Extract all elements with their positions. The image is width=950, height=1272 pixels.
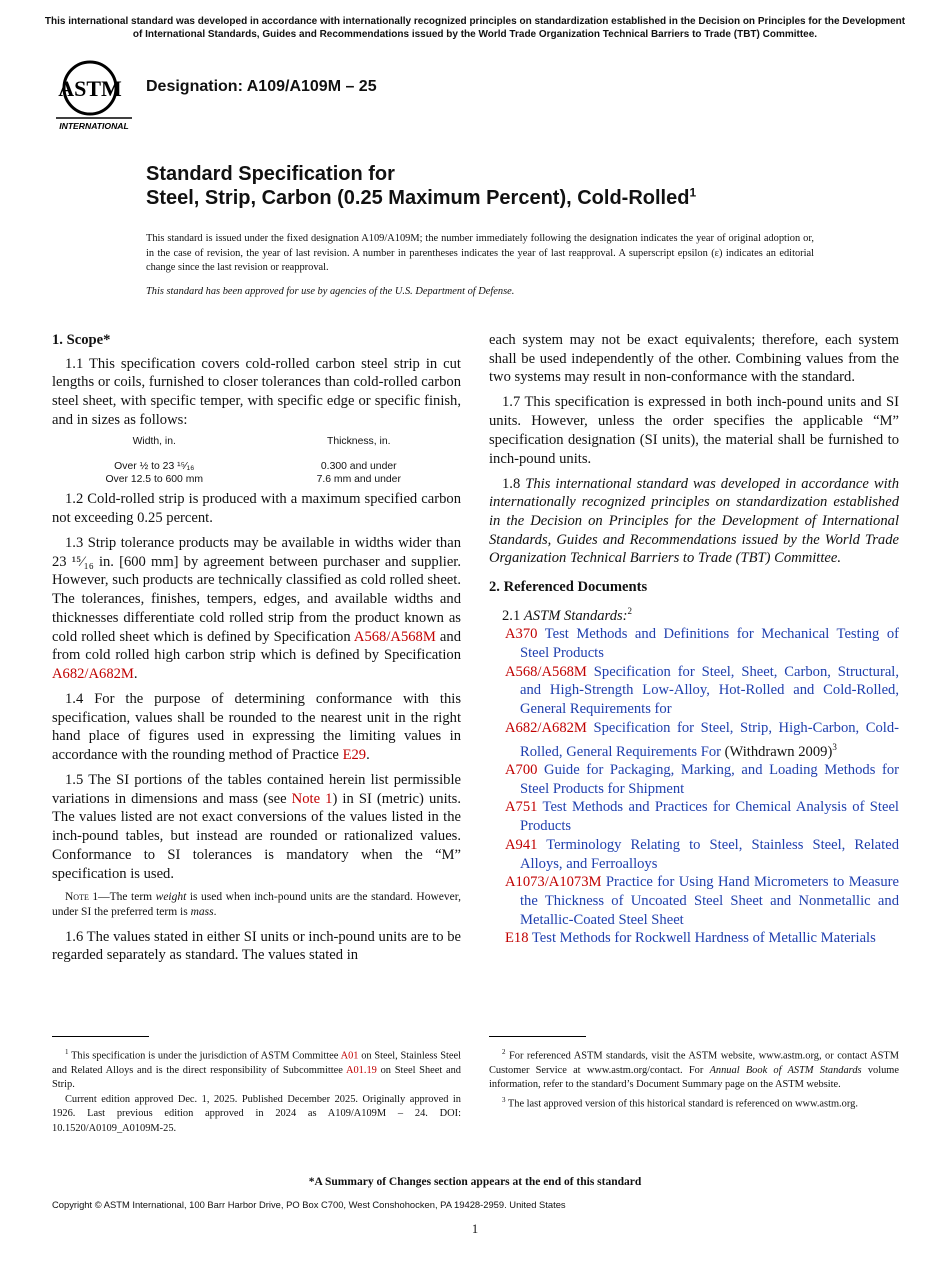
para-1-8-number: 1.8 [502,475,526,492]
title-line-1: Standard Specification for [146,163,395,185]
reference-title[interactable]: Specification for Steel, Sheet, Carbon, Structural, and High-Strength Low-Alloy, Hot-Rolled and Cold-Rolled, General Requirements for [520,663,899,718]
para-1-8-text: This international standard was developed in accordance with internationally recognized principles on standardization established in the Decision on Principles for the Development of International Standards, Guides and Recommendations issued by the World Trade Organization Technical Barriers to Trade (TBT) Committee. [489,475,900,567]
footnote-2-book-title: Annual Book of ASTM Standards [709,1064,862,1076]
reference-code[interactable]: A370 [505,626,538,643]
para-1-6-continued: each system may not be exact equivalents; therefore, each system shall be used independently of the other. Combining values from the two systems may result in non-conformance with the standard. [489,332,899,386]
para-1-4-text: . [366,747,370,764]
reference-title[interactable]: Test Methods and Definitions for Mechanical Testing of Steel Products [520,626,899,661]
reference-item[interactable] [489,663,899,719]
para-1-7: 1.7 This specification is expressed in both inch-pound units and SI units. However, unless the order specifies the applicable “M” specification designation (SI units), the material shall be furnished to inch-pound units. [489,394,899,467]
document-title [146,162,906,210]
note-1 [52,890,461,920]
link-note-1[interactable]: Note 1 [291,790,333,807]
reference-suffix: (Withdrawn 2009) [721,743,833,760]
reference-list [489,625,899,948]
left-column [52,331,461,971]
reference-item[interactable] [489,719,899,761]
reference-code[interactable]: A941 [505,836,538,853]
astm-logo-icon [52,58,136,132]
para-1-5-text: 1.5 The SI portions of the tables contained herein list permissible variations in dimensions and mass (see [52,772,461,807]
para-1-3-text: 1.3 Strip tolerance products may be available in widths wider than 23 ¹⁵⁄₁₆ in. [600 mm] by agreement between purchaser and supplier. However, such products are technically classified as cold rolled sheet. The tolerances, finishes, tempers, edges, and available widths and thicknesses differentiate cold rolled strip from the product known as cold rolled sheet which is defined by Specification [52,535,461,645]
size-table-header-width: Width, in. [132,435,176,447]
size-table-cell: Over ½ to 23 ¹⁵⁄₁₆ [114,461,195,473]
approval-note: This standard has been approved for use by agencies of the U.S. Department of Defense. [146,286,515,297]
reference-code[interactable]: A751 [505,799,538,816]
size-table-cell: 0.300 and under [320,461,397,473]
reference-code[interactable]: A682/A682M [505,719,587,736]
note-1-text: is used when inch-pound units are the standard. However, under SI the preferred term is [52,890,461,918]
link-a682[interactable]: A682/A682M [52,665,134,682]
copyright: Copyright © ASTM International, 100 Barr Harbor Drive, PO Box C700, West Conshohocken, PA 19428-2959. United States [52,1199,566,1210]
footnote-1-mark: 1 [65,1048,69,1056]
link-e29[interactable]: E29 [342,747,367,764]
footnote-3-text: The last approved version of this historical standard is referenced on www.astm.org. [505,1098,858,1110]
footnotes-right [489,1045,899,1112]
para-2-1-mark: 2 [627,605,633,616]
footnote-rule-right [489,1036,586,1037]
footnote-3-mark: 3 [502,1095,506,1104]
note-1-weight: weight [155,890,187,903]
para-1-8 [489,475,899,569]
reference-code[interactable]: A700 [505,762,538,779]
para-1-1: 1.1 This specification covers cold-rolled carbon steel strip in cut lengths or coils, furnished to closer tolerances than cold-rolled carbon steel sheet, with specific temper, with specific edge or specific finish, and in sizes as follows: [52,355,461,428]
designation: Designation: A109/A109M – 25 [146,78,377,95]
reference-item[interactable] [489,836,899,873]
reference-code[interactable]: A1073/A1073M [505,874,602,891]
footnotes-left [52,1045,461,1136]
reference-item[interactable] [489,625,899,662]
referenced-documents-heading: 2. Referenced Documents [489,579,648,596]
footnote-1 [52,1045,461,1093]
note-1-text: 1—The term [88,890,156,903]
size-table-header-thickness: Thickness, in. [326,435,391,447]
link-committee-a01[interactable]: A01 [340,1050,359,1062]
reference-item[interactable] [489,798,899,835]
footnote-1-text: on Steel Sheet and Strip. [52,1064,461,1091]
issued-note: This standard is issued under the fixed designation A109/A109M; the number immediately following the designation indicates the year of original adoption or, in the case of revision, the year of last revision. A number in parentheses indicates the year of last reapproval. A superscript epsilon (ε) indicates an editorial change since the last revision or reapproval. [146,233,814,273]
page-number: 1 [471,1222,479,1236]
para-1-6: 1.6 The values stated in either SI units or inch-pound units are to be regarded separately as standard. The values stated in [52,928,461,964]
link-subcommittee-a01-19[interactable]: A01.19 [345,1064,377,1076]
reference-item[interactable] [489,873,899,929]
para-1-3-text: . [133,665,138,682]
para-2-1-number: 2.1 [502,607,524,624]
para-1-5 [52,771,461,883]
reference-title[interactable]: Guide for Packaging, Marking, and Loading Methods for Steel Products for Shipment [520,762,899,797]
top-notice: This international standard was developed in accordance with internationally recognized principles on standardization established in the Decision on Principles for the Development of International Standards, Guides and Recommendations issued by the World Trade Organization Technical Barriers to Trade (TBT) Committee. [44,16,906,40]
astm-logo [52,58,136,132]
para-1-5-text: ) in SI (metric) units. The values listed are not exact conversions of the values listed in the inch-pound tables, but instead are rounded or rationalized values. Conformance to SI tolerances is mandatory when the “M” specification is used. [52,790,462,882]
scope-heading: 1. Scope* [52,332,111,348]
footnote-1-text: on Steel, Stainless Steel and Related Alloys and is the direct responsibility of Subcommittee [52,1050,461,1076]
size-table-cell: 7.6 mm and under [316,473,401,485]
link-a568[interactable]: A568/A568M [353,628,436,645]
summary-notice: *A Summary of Changes section appears at the end of this standard [308,1176,642,1188]
footnote-2-text: volume information, refer to the standard’s Document Summary page on the ASTM website. [489,1064,899,1091]
astm-logo-subtext: INTERNATIONAL [59,121,129,131]
note-1-text: . [213,905,217,918]
size-table [52,436,461,487]
note-1-label: Note [65,890,89,903]
reference-mark: 3 [832,741,837,752]
size-table-cell: Over 12.5 to 600 mm [105,473,204,485]
reference-item[interactable] [489,761,899,798]
para-2-1 [489,602,899,626]
para-1-3 [52,534,461,684]
para-1-4-text: 1.4 For the purpose of determining conformance with this specification, values shall be rounded to the nearest unit in the right hand place of figures used in expressing the limiting values in accordance with the rounding method of Practice [52,690,461,764]
reference-title[interactable]: Specification for Steel, Strip, High-Carbon, Cold-Rolled, General Requirements For [520,719,899,760]
reference-code[interactable]: A568/A568M [505,663,587,680]
footnote-rule-left [52,1036,149,1037]
para-2-1-text: ASTM Standards: [523,607,628,624]
footnote-1-text: This specification is under the jurisdiction of ASTM Committee [68,1050,341,1062]
title-line-2-text: Steel, Strip, Carbon (0.25 Maximum Percent), Cold-Rolled [146,187,690,209]
right-column [489,331,899,948]
reference-item[interactable] [489,929,899,948]
reference-title[interactable]: Terminology Relating to Steel, Stainless Steel, Related Alloys, and Ferroalloys [520,836,899,872]
astm-logo-text: ASTM [58,76,122,101]
para-1-3-text: and from cold rolled high carbon strip which is defined by Specification [52,628,461,664]
para-1-2: 1.2 Cold-rolled strip is produced with a maximum specified carbon not exceeding 0.25 percent. [52,491,461,527]
footnote-2-text: For referenced ASTM standards, visit the ASTM website, www.astm.org, or contact ASTM Customer Service at www.astm.org/contact. For [489,1050,899,1076]
note-1-mass: mass [190,905,214,918]
footnote-2-mark: 2 [502,1048,506,1056]
reference-code[interactable]: E18 [505,930,529,947]
footnote-3 [489,1093,899,1112]
footnote-1-edition: Current edition approved Dec. 1, 2025. Published December 2025. Originally approved in 1926. Last previous edition approved in 2024 as A109/A109M – 24. DOI: 10.1520/A0109_A0109M-25. [52,1093,461,1134]
reference-title[interactable]: Practice for Using Hand Micrometers to Measure the Thickness of Uncoated Steel Sheet and Nonmetallic and Metallic-Coated Steel Sheet [520,874,899,928]
footnote-2 [489,1045,899,1093]
title-footnote-mark: 1 [689,185,697,200]
reference-title[interactable]: Test Methods for Rockwell Hardness of Metallic Materials [531,930,876,947]
title-line-2 [146,186,906,210]
reference-title[interactable]: Test Methods and Practices for Chemical Analysis of Steel Products [520,799,899,835]
para-1-4 [52,690,461,765]
